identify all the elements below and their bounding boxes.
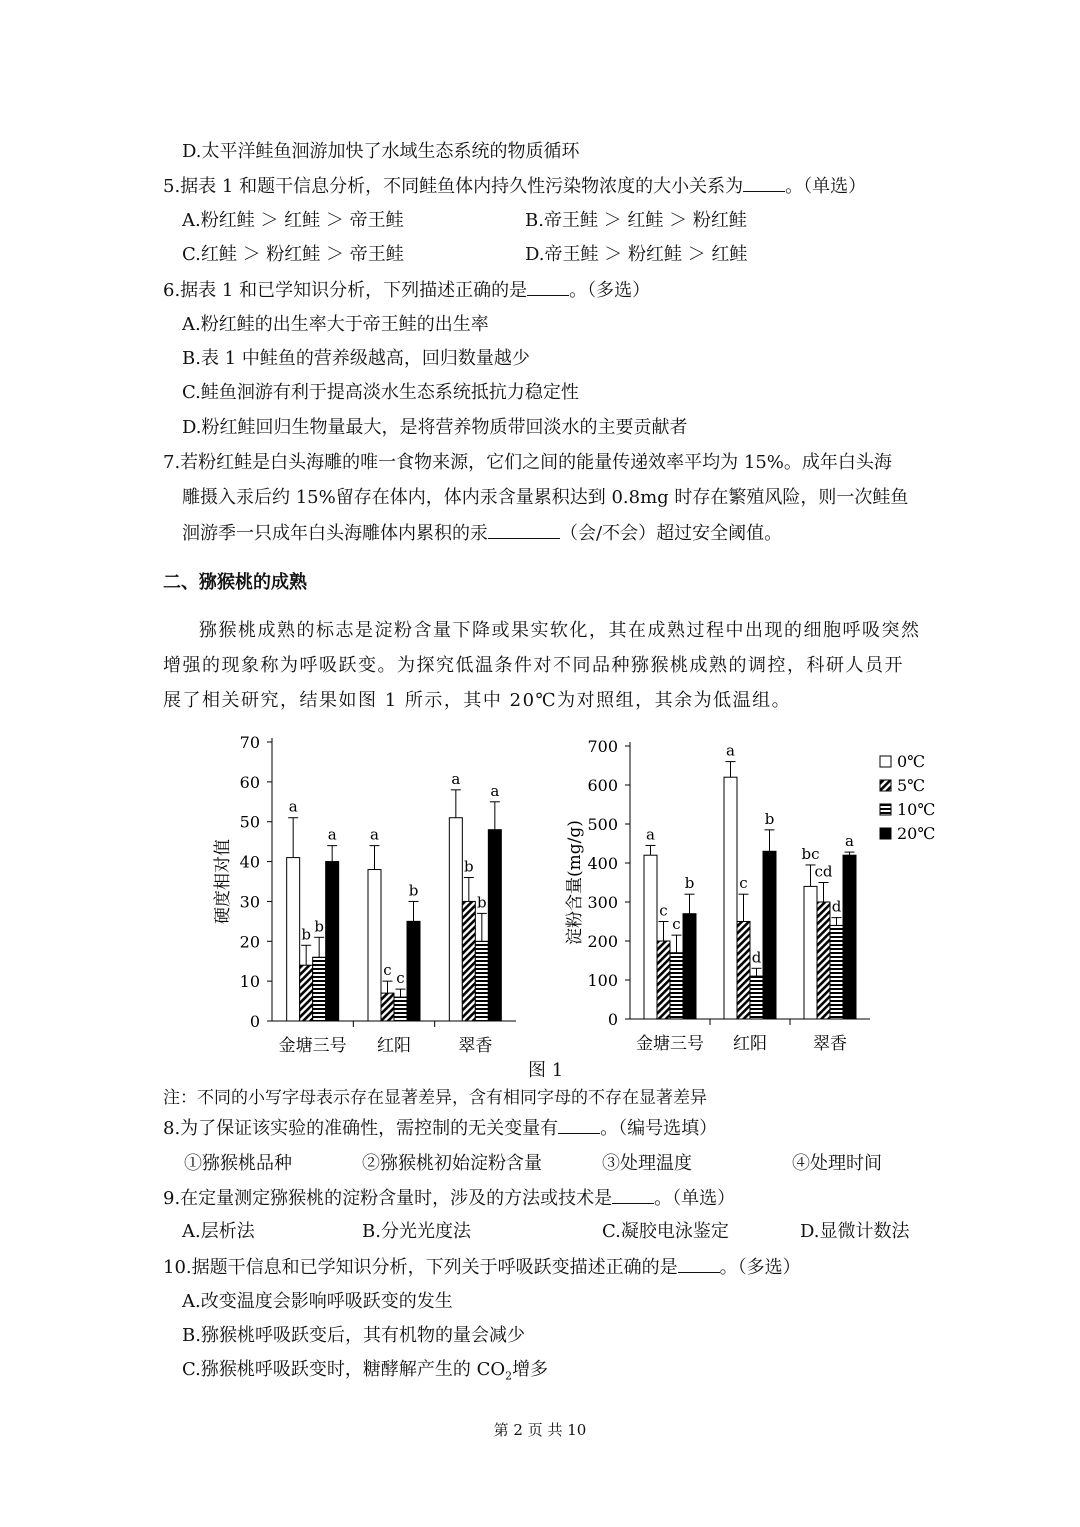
- bar: [368, 870, 381, 1021]
- y-axis-label: 硬度相对值: [213, 839, 233, 924]
- q10-option-c-subscript: 2: [505, 1369, 513, 1383]
- y-tick-label: 100: [587, 971, 618, 990]
- section-heading: 二、猕猴桃的成熟: [163, 572, 307, 593]
- significance-letter: a: [370, 825, 379, 844]
- figure-caption: 图 1: [528, 1060, 564, 1081]
- q5-stem-suffix: 。（单选）: [785, 176, 867, 197]
- q8-option-2: ②猕猴桃初始淀粉含量: [362, 1153, 542, 1174]
- q8-answer-blank[interactable]: [558, 1115, 600, 1134]
- significance-letter: c: [383, 961, 392, 980]
- q9-option-a: A.层析法: [182, 1221, 255, 1242]
- bar: [763, 851, 776, 1019]
- bar: [449, 818, 462, 1021]
- bar: [287, 858, 300, 1021]
- q7-line-1: 7.若粉红鲑是白头海雕的唯一食物来源，它们之间的能量传递效率平均为 15%。成年白头海: [163, 452, 892, 473]
- q9-option-c: C.凝胶电泳鉴定: [602, 1221, 729, 1242]
- q7-line-2: 雕摄入汞后约 15%留存在体内，体内汞含量累积达到 0.8mg 时存在繁殖风险，则一次鲑鱼: [182, 487, 909, 508]
- legend-swatch: [880, 780, 891, 791]
- q6-stem-text: 6.据表 1 和已学知识分析，下列描述正确的是: [163, 280, 528, 301]
- significance-letter: b: [684, 874, 695, 893]
- x-tick-label: 翠香: [813, 1034, 847, 1054]
- significance-letter: a: [646, 825, 655, 844]
- y-tick-label: 60: [239, 772, 260, 792]
- q5-option-d: D.帝王鲑 ＞ 粉红鲑 ＞ 红鲑: [525, 244, 748, 265]
- y-tick-label: 50: [239, 812, 260, 832]
- x-tick-label: 金塘三号: [636, 1034, 704, 1054]
- q8-option-4: ④处理时间: [792, 1153, 882, 1174]
- q7-line-3-suffix: （会/不会）超过安全阈值。: [560, 523, 783, 544]
- y-axis-label: 淀粉含量(mg/g): [565, 820, 585, 945]
- page-footer: 第 2 页 共 10: [493, 1421, 587, 1439]
- legend-swatch: [880, 804, 891, 815]
- q10-answer-blank[interactable]: [678, 1254, 720, 1273]
- bar: [326, 862, 339, 1021]
- q5-stem-text: 5.据表 1 和题干信息分析，不同鲑鱼体内持久性污染物浓度的大小关系为: [163, 176, 744, 197]
- significance-letter: b: [464, 857, 474, 876]
- q10-stem-suffix: 。（多选）: [719, 1257, 801, 1278]
- y-tick-label: 700: [587, 737, 618, 756]
- q10-option-c: [182, 1357, 548, 1390]
- q10-stem-text: 10.据题干信息和已学知识分析，下列关于呼吸跃变描述正确的是: [163, 1257, 678, 1278]
- significance-letter: d: [751, 948, 762, 967]
- hardness-chart: [213, 733, 516, 1056]
- q10-stem: [163, 1254, 801, 1281]
- q6-option-b: B.表 1 中鲑鱼的营养级越高，回归数量越少: [182, 348, 530, 369]
- y-tick-label: 500: [587, 815, 618, 834]
- legend-swatch: [880, 828, 891, 839]
- bar: [683, 914, 696, 1019]
- bar: [313, 957, 326, 1021]
- bar: [750, 976, 763, 1019]
- q9-answer-blank[interactable]: [612, 1185, 654, 1204]
- bar: [670, 953, 683, 1019]
- x-tick-label: 金塘三号: [278, 1036, 347, 1056]
- q4-option-d: D.太平洋鲑鱼洄游加快了水域生态系统的物质循环: [182, 141, 580, 162]
- q10-option-c-suffix: 增多: [512, 1359, 549, 1380]
- significance-letter: c: [739, 874, 748, 893]
- q5-option-b: B.帝王鲑 ＞ 红鲑 ＞ 粉红鲑: [525, 210, 747, 231]
- q10-option-a: A.改变温度会影响呼吸跃变的发生: [182, 1291, 453, 1312]
- bar: [830, 925, 843, 1019]
- y-tick-label: 600: [587, 776, 618, 795]
- bar: [300, 965, 313, 1021]
- q8-option-3: ③处理温度: [602, 1153, 692, 1174]
- q5-stem: [163, 173, 866, 200]
- q9-stem: [163, 1185, 735, 1212]
- q9-stem-suffix: 。（单选）: [654, 1188, 736, 1209]
- q9-option-b: B.分光光度法: [362, 1221, 471, 1242]
- y-tick-label: 200: [587, 932, 618, 951]
- q8-stem: [163, 1115, 717, 1142]
- significance-letter: b: [301, 925, 311, 944]
- significance-letter: b: [314, 917, 324, 936]
- intro-paragraph: 猕猴桃成熟的标志是淀粉含量下降或果实软化，其在成熟过程中出现的细胞呼吸突然增强的现象称为呼吸跃变。为探究低温条件对不同品种猕猴桃成熟的调控，科研人员开展了相关研究，结果如图 1 所示，其中 20℃为对照组，其余为低温组。: [163, 620, 921, 711]
- y-tick-label: 400: [587, 854, 618, 873]
- q8-stem-text: 8.为了保证该实验的准确性，需控制的无关变量有: [163, 1118, 559, 1139]
- significance-letter: a: [490, 781, 500, 800]
- significance-letter: b: [764, 809, 775, 828]
- significance-letter: c: [396, 969, 405, 988]
- significance-letter: c: [672, 915, 681, 934]
- y-tick-label: 10: [239, 972, 260, 992]
- q9-option-d: D.显微计数法: [800, 1221, 910, 1242]
- y-tick-label: 0: [607, 1010, 618, 1029]
- y-tick-label: 40: [239, 852, 260, 872]
- q6-stem: [163, 277, 650, 304]
- bar: [381, 993, 394, 1021]
- bar: [843, 855, 856, 1019]
- q7-line-3-text: 洄游季一只成年白头海雕体内累积的汞: [182, 523, 488, 544]
- bar: [407, 921, 420, 1021]
- legend-label: 5℃: [897, 776, 926, 795]
- significance-letter: d: [831, 897, 842, 916]
- y-tick-label: 20: [239, 932, 260, 952]
- bar: [644, 855, 657, 1019]
- q6-option-d: D.粉红鲑回归生物量最大，是将营养物质带回淡水的主要贡献者: [182, 417, 688, 438]
- bar: [657, 941, 670, 1019]
- starch-chart: [565, 737, 870, 1054]
- q7-answer-blank[interactable]: [488, 520, 560, 539]
- bar: [724, 777, 737, 1019]
- q5-option-c: C.红鲑 ＞ 粉红鲑 ＞ 帝王鲑: [182, 244, 404, 265]
- q10-option-c-text: C.猕猴桃呼吸跃变时，糖酵解产生的 CO: [182, 1359, 506, 1380]
- x-tick-label: 红阳: [733, 1034, 767, 1054]
- legend-label: 10℃: [897, 800, 936, 819]
- bar: [475, 941, 488, 1021]
- x-tick-label: 翠香: [458, 1036, 493, 1056]
- significance-letter: a: [451, 769, 461, 788]
- q8-stem-suffix: 。（编号选填）: [600, 1118, 718, 1139]
- bar: [817, 902, 830, 1019]
- bar: [488, 830, 501, 1021]
- q10-option-b: B.猕猴桃呼吸跃变后，其有机物的量会减少: [182, 1325, 525, 1346]
- figure-note: 注：不同的小写字母表示存在显著差异，含有相同字母的不存在显著差异: [163, 1088, 707, 1108]
- y-tick-label: 0: [249, 1012, 260, 1031]
- legend-swatch: [880, 756, 891, 767]
- bar: [462, 901, 475, 1021]
- x-tick-label: 红阳: [377, 1036, 411, 1056]
- q6-option-a: A.粉红鲑的出生率大于帝王鲑的出生率: [182, 314, 489, 335]
- q7-line-3: [182, 520, 782, 547]
- bar: [394, 997, 407, 1021]
- y-tick-label: 300: [587, 893, 618, 912]
- significance-letter: b: [477, 893, 487, 912]
- q5-option-a: A.粉红鲑 ＞ 红鲑 ＞ 帝王鲑: [182, 210, 404, 231]
- q6-option-c: C.鲑鱼洄游有利于提高淡水生态系统抵抗力稳定性: [182, 382, 579, 403]
- significance-letter: a: [845, 832, 854, 851]
- bar: [737, 922, 750, 1020]
- significance-letter: c: [659, 901, 668, 920]
- significance-letter: a: [327, 825, 337, 844]
- y-tick-label: 70: [239, 733, 260, 752]
- significance-letter: a: [726, 741, 735, 760]
- chart-legend: [880, 752, 935, 843]
- significance-letter: a: [288, 797, 298, 816]
- q5-answer-blank[interactable]: [743, 173, 785, 192]
- significance-letter: b: [408, 881, 419, 900]
- q6-stem-suffix: 。（多选）: [569, 280, 651, 301]
- legend-label: 20℃: [897, 824, 936, 843]
- q9-stem-text: 9.在定量测定猕猴桃的淀粉含量时，涉及的方法或技术是: [163, 1188, 613, 1209]
- y-tick-label: 30: [239, 892, 260, 912]
- q8-option-1: ①猕猴桃品种: [184, 1153, 292, 1174]
- legend-label: 0℃: [897, 752, 926, 771]
- significance-letter: bc: [801, 844, 820, 863]
- q6-answer-blank[interactable]: [527, 277, 569, 296]
- significance-letter: cd: [814, 862, 833, 881]
- bar: [804, 886, 817, 1019]
